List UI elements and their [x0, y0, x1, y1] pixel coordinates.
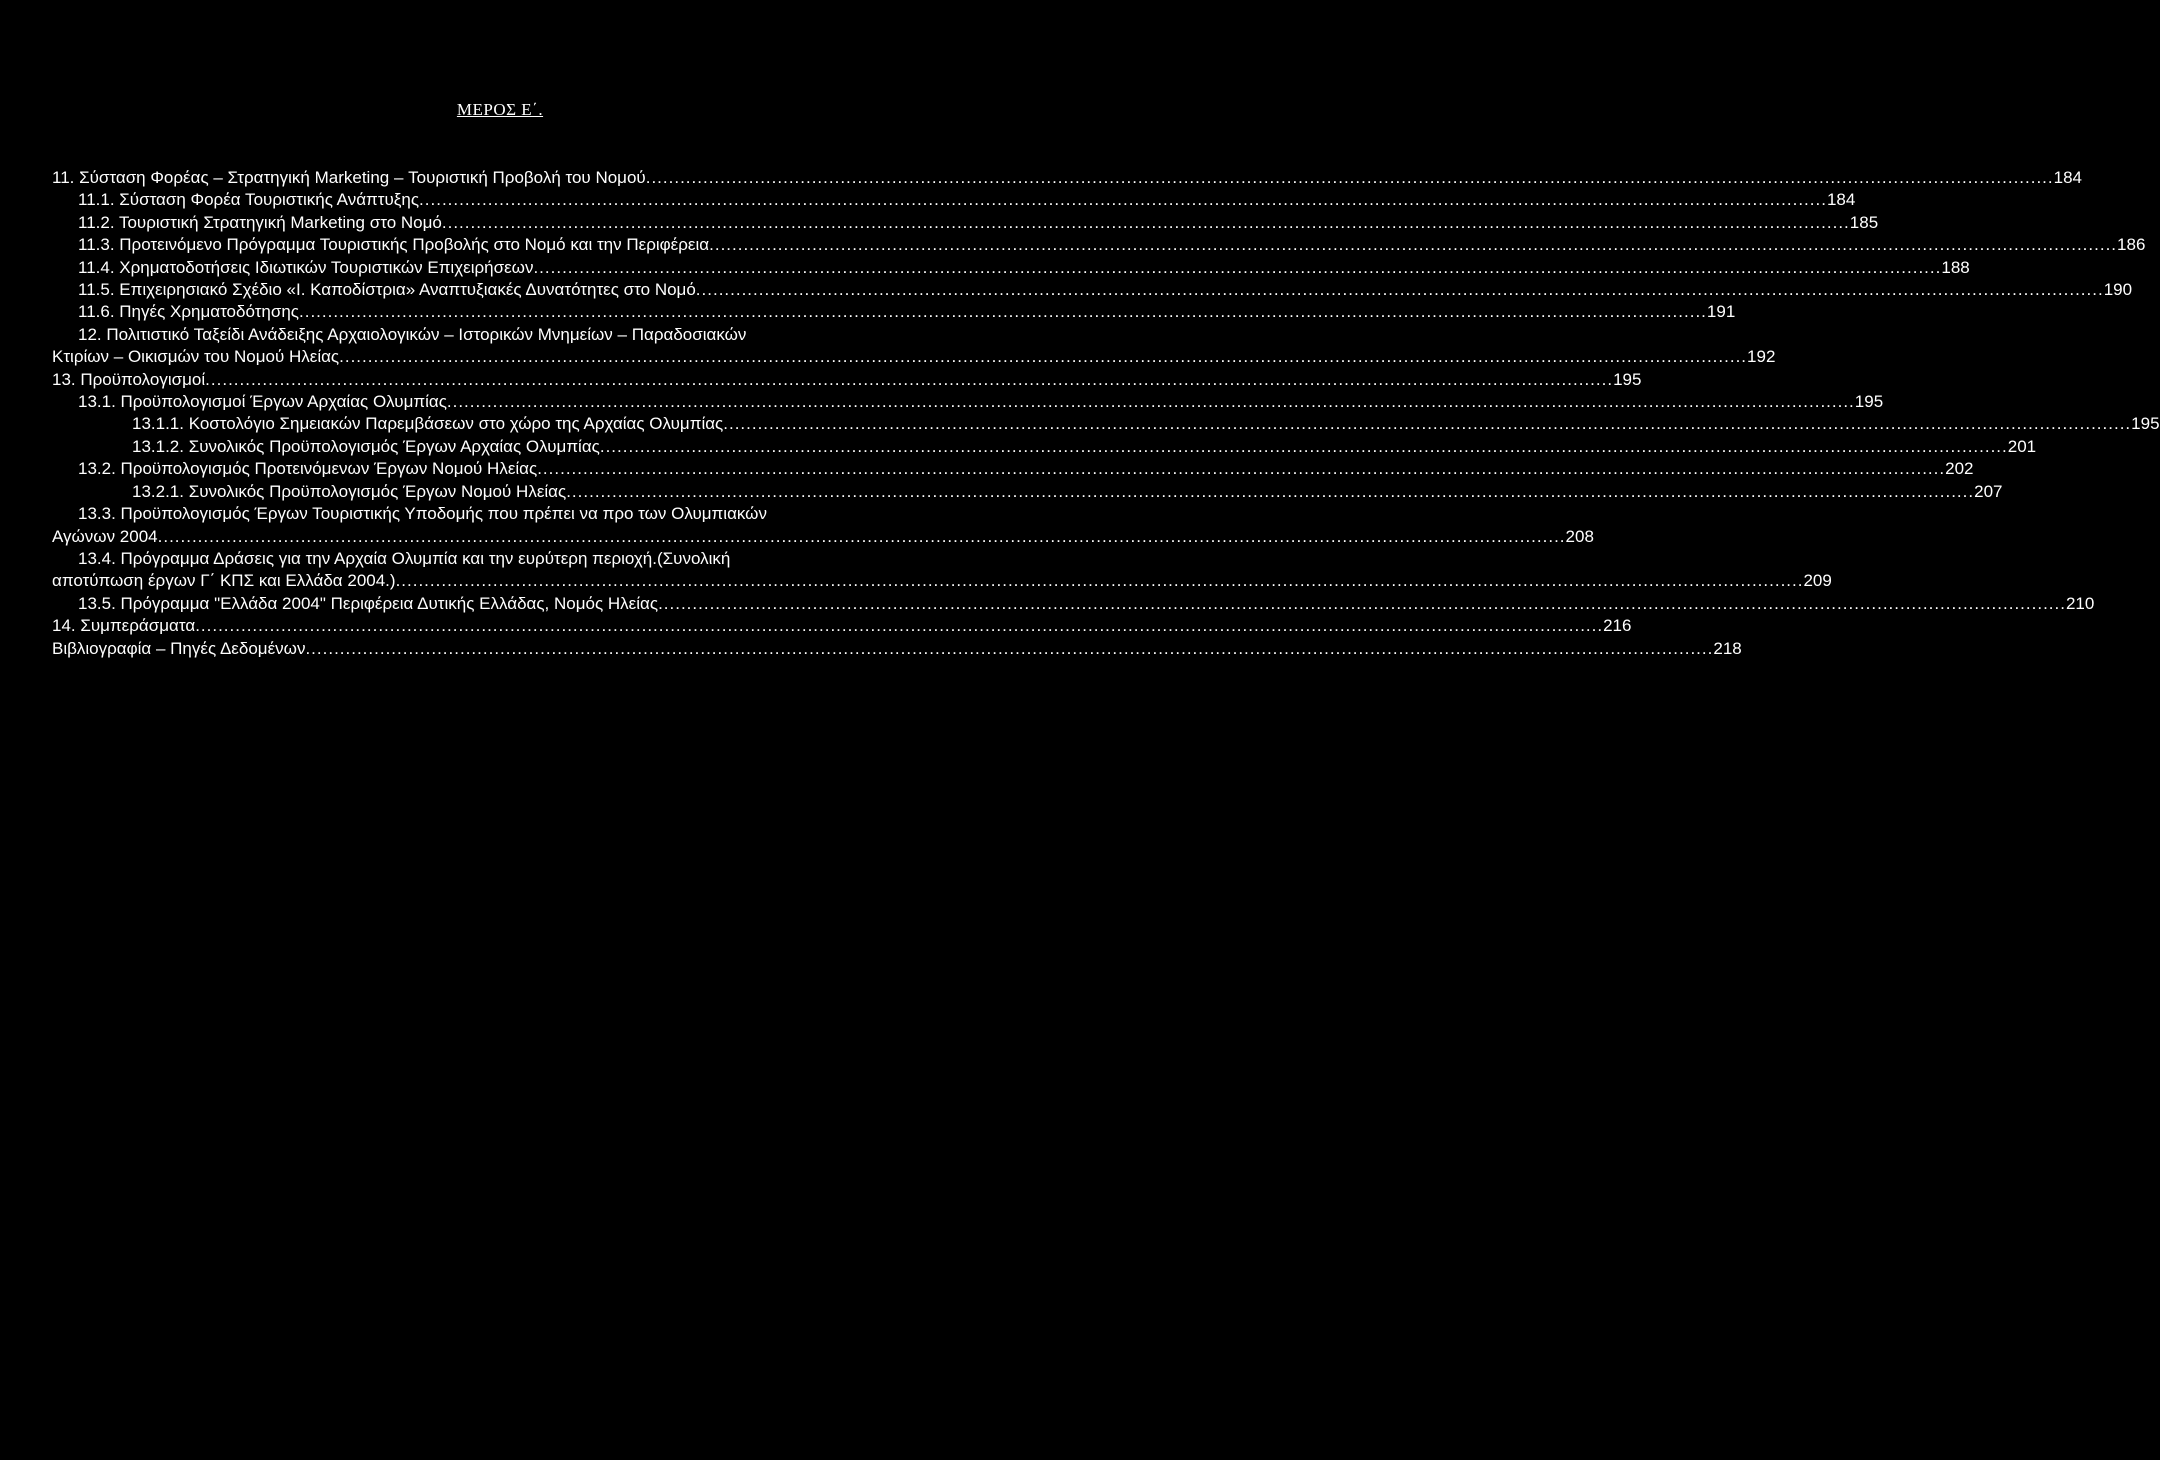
toc-entry[interactable] — [52, 279, 2133, 301]
toc-entry-page: 207 — [1974, 481, 2003, 501]
dot-leader — [696, 279, 2104, 301]
toc-entry-page: 218 — [1713, 638, 1742, 658]
toc-entry-page: 192 — [1747, 347, 1776, 367]
toc-entry-title: 13.1. Προϋπολογισμοί Έργων Αρχαίας Ολυμπίας — [78, 392, 447, 412]
toc-entry[interactable] — [52, 593, 2095, 615]
toc-entry-page: 216 — [1603, 616, 1632, 636]
toc-entry[interactable] — [52, 212, 1879, 234]
dot-leader — [709, 234, 2117, 256]
toc-entry-page: 191 — [1706, 302, 1736, 322]
toc-entry-page: 186 — [2117, 235, 2146, 255]
toc-entry-page: 188 — [1941, 257, 1970, 277]
toc-entry-title: 13.2. Προϋπολογισμός Προτεινόμενων Έργων Νομού Ηλείας — [78, 459, 538, 479]
dot-leader — [658, 593, 2066, 615]
toc-entry-title: 11.2. Τουριστική Στρατηγική Marketing στο Νομό — [78, 212, 442, 232]
dot-leader — [646, 167, 2054, 189]
dot-leader — [195, 615, 1603, 637]
dot-leader — [305, 638, 1713, 660]
toc-entry-multiline[interactable] — [52, 503, 1594, 548]
toc-entry-title: 11.5. Επιχειρησιακό Σχέδιο «Ι. Καποδίστρια» Αναπτυξιακές Δυνατότητες στο Νομό — [78, 280, 696, 300]
toc-entry-title: 13.5. Πρόγραμμα "Ελλάδα 2004" Περιφέρεια Δυτικής Ελλάδας, Νομός Ηλείας — [78, 593, 659, 613]
toc-entry-title: 11. Σύσταση Φορέας – Στρατηγική Marketing – Τουριστική Προβολή του Νομού — [52, 168, 646, 187]
dot-leader — [396, 570, 1804, 592]
toc-entry[interactable] — [52, 413, 2160, 435]
dot-leader — [158, 526, 1566, 548]
toc-entry-page: 195 — [2131, 414, 2160, 434]
toc-entry[interactable] — [52, 257, 1970, 279]
dot-leader — [723, 413, 2131, 435]
toc-entry-multiline[interactable] — [52, 324, 1776, 369]
toc-entry[interactable] — [52, 391, 1884, 413]
toc-entry[interactable] — [52, 369, 1642, 391]
dot-leader — [533, 257, 1941, 279]
toc-entry-title-line2: Αγώνων 2004 — [52, 526, 158, 546]
toc-entry-title: 11.4. Χρηματοδοτήσεις Ιδιωτικών Τουριστικών Επιχειρήσεων — [78, 257, 534, 277]
toc-entry-title: 11.1. Σύσταση Φορέα Τουριστικής Ανάπτυξης — [78, 190, 420, 210]
toc-entry-page: 184 — [2053, 168, 2083, 187]
toc-entry-title-line1: 13.4. Πρόγραμμα Δράσεις για την Αρχαία Ολυμπία και την ευρύτερη περιοχή.(Συνολική — [78, 548, 731, 568]
toc-entry-page: 184 — [1826, 190, 1856, 210]
toc-entry-page: 195 — [1613, 369, 1642, 389]
dot-leader — [537, 458, 1945, 480]
toc-entry[interactable] — [52, 481, 2003, 503]
toc-entry-title-line1: 12. Πολιτιστικό Ταξείδι Ανάδειξης Αρχαιολογικών – Ιστορικών Μνημείων – Παραδοσιακών — [78, 324, 747, 344]
dot-leader — [299, 301, 1707, 323]
toc-entry[interactable] — [52, 458, 1974, 480]
dot-leader — [442, 212, 1850, 234]
dot-leader — [600, 436, 2008, 458]
toc-entry[interactable] — [52, 436, 2037, 458]
toc-entry-multiline[interactable] — [52, 548, 1832, 593]
dot-leader — [419, 189, 1827, 211]
dot-leader — [339, 346, 1747, 368]
dot-leader — [205, 369, 1613, 391]
dot-leader — [447, 391, 1855, 413]
toc-entry-page: 202 — [1945, 459, 1974, 479]
toc-entry-title-line2: αποτύπωση έργων Γ΄ ΚΠΣ και Ελλάδα 2004.) — [52, 571, 396, 591]
toc-entry-title: 13.2.1. Συνολικός Προϋπολογισμός Έργων Νομού Ηλείας — [132, 481, 567, 501]
dot-leader — [566, 481, 1974, 503]
toc-entry-page: 210 — [2065, 593, 2095, 613]
toc-entry[interactable] — [52, 189, 1856, 211]
toc-entry-title: 13.1.2. Συνολικός Προϋπολογισμός Έργων Αρχαίας Ολυμπίας — [132, 436, 600, 456]
toc-entry-page: 201 — [2007, 436, 2037, 456]
toc-entry-page: 195 — [1854, 392, 1884, 412]
part-heading: ΜΕΡΟΣ Ε΄. — [456, 100, 544, 119]
toc-entry-page: 185 — [1849, 212, 1879, 232]
toc-entry-title: 13.1.1. Κοστολόγιο Σημειακών Παρεμβάσεων στο χώρο της Αρχαίας Ολυμπίας — [132, 414, 724, 434]
toc-entry-title: 11.3. Προτεινόμενο Πρόγραμμα Τουριστικής Προβολής στο Νομό και την Περιφέρεια — [78, 235, 710, 255]
table-of-contents — [52, 167, 2160, 660]
toc-entry-title: 11.6. Πηγές Χρηματοδότησης — [78, 302, 299, 322]
toc-entry-page: 190 — [2103, 280, 2133, 300]
toc-entry[interactable] — [52, 301, 1736, 323]
toc-entry[interactable] — [52, 638, 1742, 660]
toc-entry[interactable] — [52, 615, 1632, 637]
toc-entry[interactable] — [52, 234, 2146, 256]
toc-entry[interactable] — [52, 167, 2083, 189]
toc-entry-title-line1: 13.3. Προϋπολογισμός Έργων Τουριστικής Υποδομής που πρέπει να προ των Ολυμπιακών — [78, 504, 767, 524]
toc-entry-page: 209 — [1803, 571, 1832, 591]
toc-entry-page: 208 — [1565, 526, 1594, 546]
toc-entry-title: 14. Συμπεράσματα — [52, 616, 196, 636]
toc-entry-title: Βιβλιογραφία – Πηγές Δεδομένων — [52, 638, 306, 658]
toc-entry-title: 13. Προϋπολογισμοί — [52, 369, 206, 389]
toc-entry-title-line2: Κτιρίων – Οικισμών του Νομού Ηλείας — [52, 347, 340, 367]
